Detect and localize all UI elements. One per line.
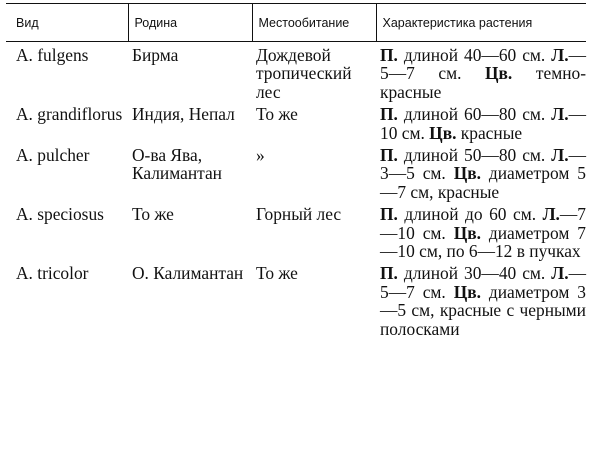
desc-text-leaf: —5—7 см. [380,263,586,302]
desc-abbr-leaf: Л. [551,45,569,65]
characteristics-cell [376,42,586,102]
homeland-cell: То же [132,204,174,225]
desc-text-stem: длиной 50—80 см. [397,145,552,166]
table-row [6,42,586,102]
desc-text-leaf: —5—7 см. [380,45,586,84]
desc-abbr-flower: Цв. [485,63,513,84]
characteristics-cell [376,260,586,338]
desc-abbr-stem: П. [380,145,398,166]
habitat-cell: Дождевой тропический лес [256,45,352,102]
homeland-cell: Бирма [132,45,179,65]
desc-text-stem: длиной 60—80 см. [397,104,552,125]
header-characteristics: Характеристика растения [376,4,586,42]
desc-abbr-leaf: Л. [551,263,569,284]
homeland-cell: Индия, Непал [132,104,235,125]
desc-text-flower: диаметром 3—5 см, красные с черными полосками [380,281,586,339]
species-cell: A. grandiflorus [16,104,123,125]
desc-abbr-flower: Цв. [453,281,481,302]
desc-abbr-stem: П. [380,104,398,125]
homeland-cell: О-ва Ява, Калимантан [132,145,222,184]
table-row [6,201,586,260]
species-cell: A. tricolor [16,263,89,284]
habitat-cell: То же [256,263,298,284]
desc-abbr-flower: Цв. [453,222,481,243]
species-table [6,3,586,338]
header-habitat: Местообитание [252,4,376,42]
desc-text-leaf: —3—5 см. [380,145,586,184]
characteristics-cell [376,201,586,260]
habitat-cell: Горный лес [256,204,342,225]
header-species: Вид [6,4,128,42]
desc-abbr-stem: П. [380,45,398,65]
desc-abbr-stem: П. [380,204,398,225]
desc-abbr-leaf: Л. [551,104,569,125]
homeland-cell: О. Калимантан [132,263,244,284]
habitat-cell: » [256,145,265,166]
species-cell: A. pulcher [16,145,90,166]
characteristics-cell [376,101,586,142]
desc-text-flower: темно-красные [380,63,586,102]
desc-abbr-flower: Цв. [453,163,481,184]
desc-abbr-leaf: Л. [551,145,569,166]
species-cell: A. speciosus [16,204,104,225]
desc-abbr-flower: Цв. [429,122,457,143]
table-row [6,260,586,338]
table-header-row [6,4,586,42]
header-homeland: Родина [128,4,252,42]
desc-text-stem: длиной 30—40 см. [397,263,552,284]
desc-text-flower: красные [456,122,523,143]
desc-text-flower: диаметром 5—7 см, красные [380,163,586,202]
desc-text-flower: диаметром 7—10 см, по 6—12 в пучках [380,222,586,262]
desc-text-stem: длиной до 60 см. [397,204,543,225]
species-cell: A. fulgens [16,45,89,65]
desc-abbr-leaf: Л. [542,204,560,225]
desc-text-stem: длиной 40—60 см. [397,45,552,65]
desc-text-leaf: —10 см. [380,104,586,143]
table-row [6,142,586,201]
table-row [6,101,586,142]
characteristics-cell [376,142,586,201]
habitat-cell: То же [256,104,298,125]
desc-abbr-stem: П. [380,263,398,284]
desc-text-leaf: —7—10 см. [380,204,586,243]
